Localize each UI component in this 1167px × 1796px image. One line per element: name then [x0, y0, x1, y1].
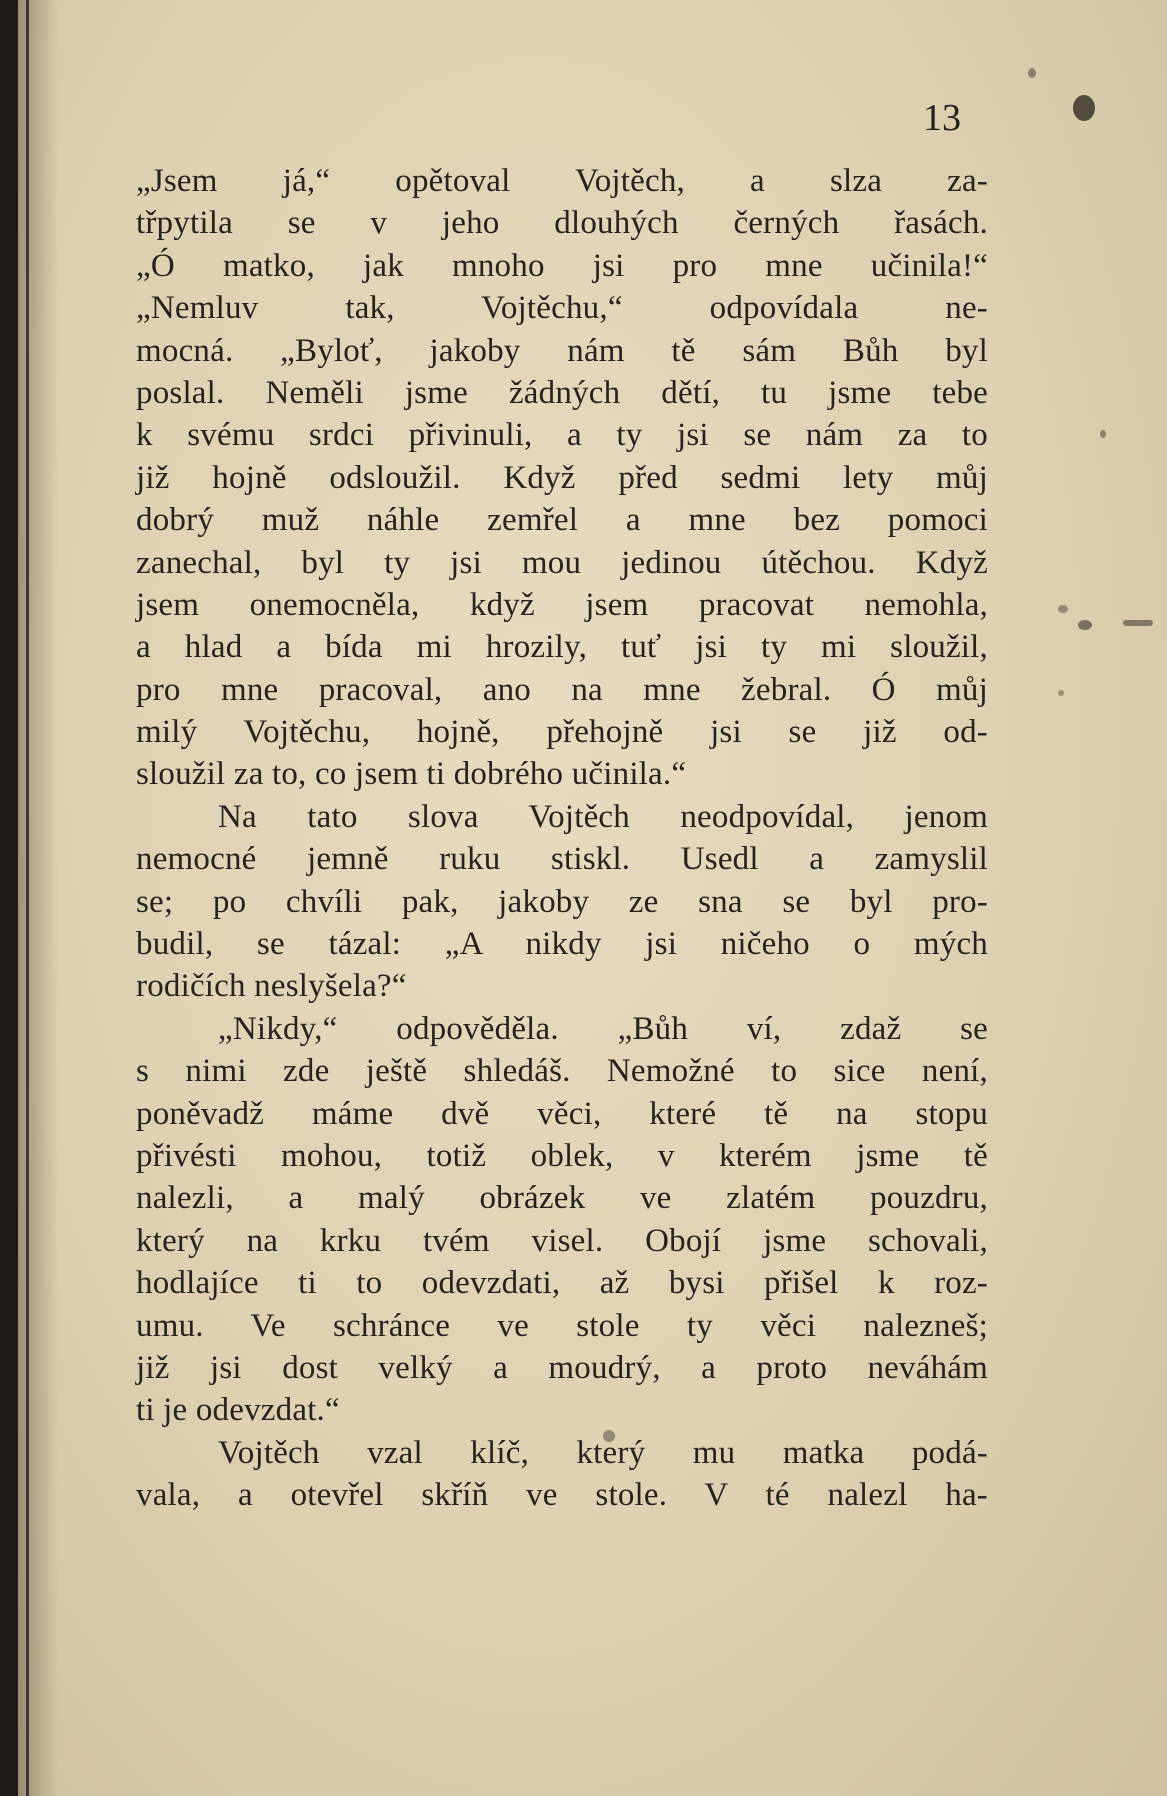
text-line: umu. Ve schránce ve stole ty věci nalezneš;: [136, 1307, 988, 1344]
book-page: [18, 0, 1167, 1796]
ink-spot: [1058, 690, 1064, 696]
text-line: „Jsem já,“ opětoval Vojtěch, a slza za-: [136, 163, 988, 199]
text-line: nalezli, a malý obrázek ve zlatém pouzdru,: [136, 1180, 988, 1217]
text-line: k svému srdci přivinuli, a ty jsi se nám za to: [136, 417, 988, 454]
text-line: který na krku tvém visel. Obojí jsme schovali,: [136, 1222, 988, 1259]
gutter-line: [26, 0, 29, 1796]
text-line: přivésti mohou, totiž oblek, v kterém jsme tě: [136, 1137, 988, 1174]
ink-spot: [1078, 620, 1092, 630]
text-line: zanechal, byl ty jsi mou jedinou útěchou. Když: [136, 544, 988, 581]
text-line: nemocné jemně ruku stiskl. Usedl a zamyslil: [136, 841, 988, 878]
text-line: pro mne pracoval, ano na mne žebral. Ó můj: [136, 671, 988, 708]
text-line: mocná. „Byloť, jakoby nám tě sám Bůh byl: [136, 332, 988, 369]
text-line: dobrý muž náhle zemřel a mne bez pomoci: [136, 502, 988, 539]
text-line: Na tato slova Vojtěch neodpovídal, jenom: [218, 798, 988, 835]
text-line: již jsi dost velký a moudrý, a proto neváhám: [136, 1349, 988, 1386]
text-line: „Ó matko, jak mnoho jsi pro mne učinila!“: [136, 247, 988, 284]
text-line: hodlajíce ti to odevzdati, až bysi přišel k roz-: [136, 1265, 988, 1302]
page-number: 13: [923, 97, 961, 139]
text-line: ti je odevzdat.“: [136, 1392, 340, 1429]
text-line: budil, se tázal: „A nikdy jsi ničeho o mých: [136, 926, 988, 963]
ink-spot: [1100, 430, 1106, 438]
text-line: se; po chvíli pak, jakoby ze sna se byl pro-: [136, 883, 988, 920]
text-line: Vojtěch vzal klíč, který mu matka podá-: [218, 1434, 988, 1471]
ink-spot: [1028, 68, 1036, 78]
text-line: s nimi zde ještě shledáš. Nemožné to sice není,: [136, 1053, 988, 1090]
text-line: „Nemluv tak, Vojtěchu,“ odpovídala ne-: [136, 290, 988, 327]
text-line: poslal. Neměli jsme žádných dětí, tu jsme tebe: [136, 374, 988, 411]
body-text: [136, 160, 988, 1517]
ink-spot: [1123, 620, 1153, 626]
ink-spot: [1058, 605, 1068, 613]
text-line: rodičích neslyšela?“: [136, 968, 407, 1005]
text-line: poněvadž máme dvě věci, které tě na stopu: [136, 1095, 988, 1132]
text-line: a hlad a bída mi hrozily, tuť jsi ty mi sloužil,: [136, 629, 988, 666]
text-line: vala, a otevřel skříň ve stole. V té nalezl ha-: [136, 1477, 988, 1514]
gutter-shadow: [18, 0, 58, 1796]
text-line: již hojně odsloužil. Když před sedmi lety můj: [136, 459, 988, 496]
text-line: jsem onemocněla, když jsem pracovat nemohla,: [136, 586, 988, 623]
text-line: sloužil za to, co jsem ti dobrého učinila.“: [136, 756, 687, 793]
ink-spot: [1073, 95, 1095, 121]
text-line: třpytila se v jeho dlouhých černých řasách.: [136, 205, 988, 242]
text-line: „Nikdy,“ odpověděla. „Bůh ví, zdaž se: [218, 1010, 988, 1047]
text-line: milý Vojtěchu, hojně, přehojně jsi se již od-: [136, 714, 988, 751]
